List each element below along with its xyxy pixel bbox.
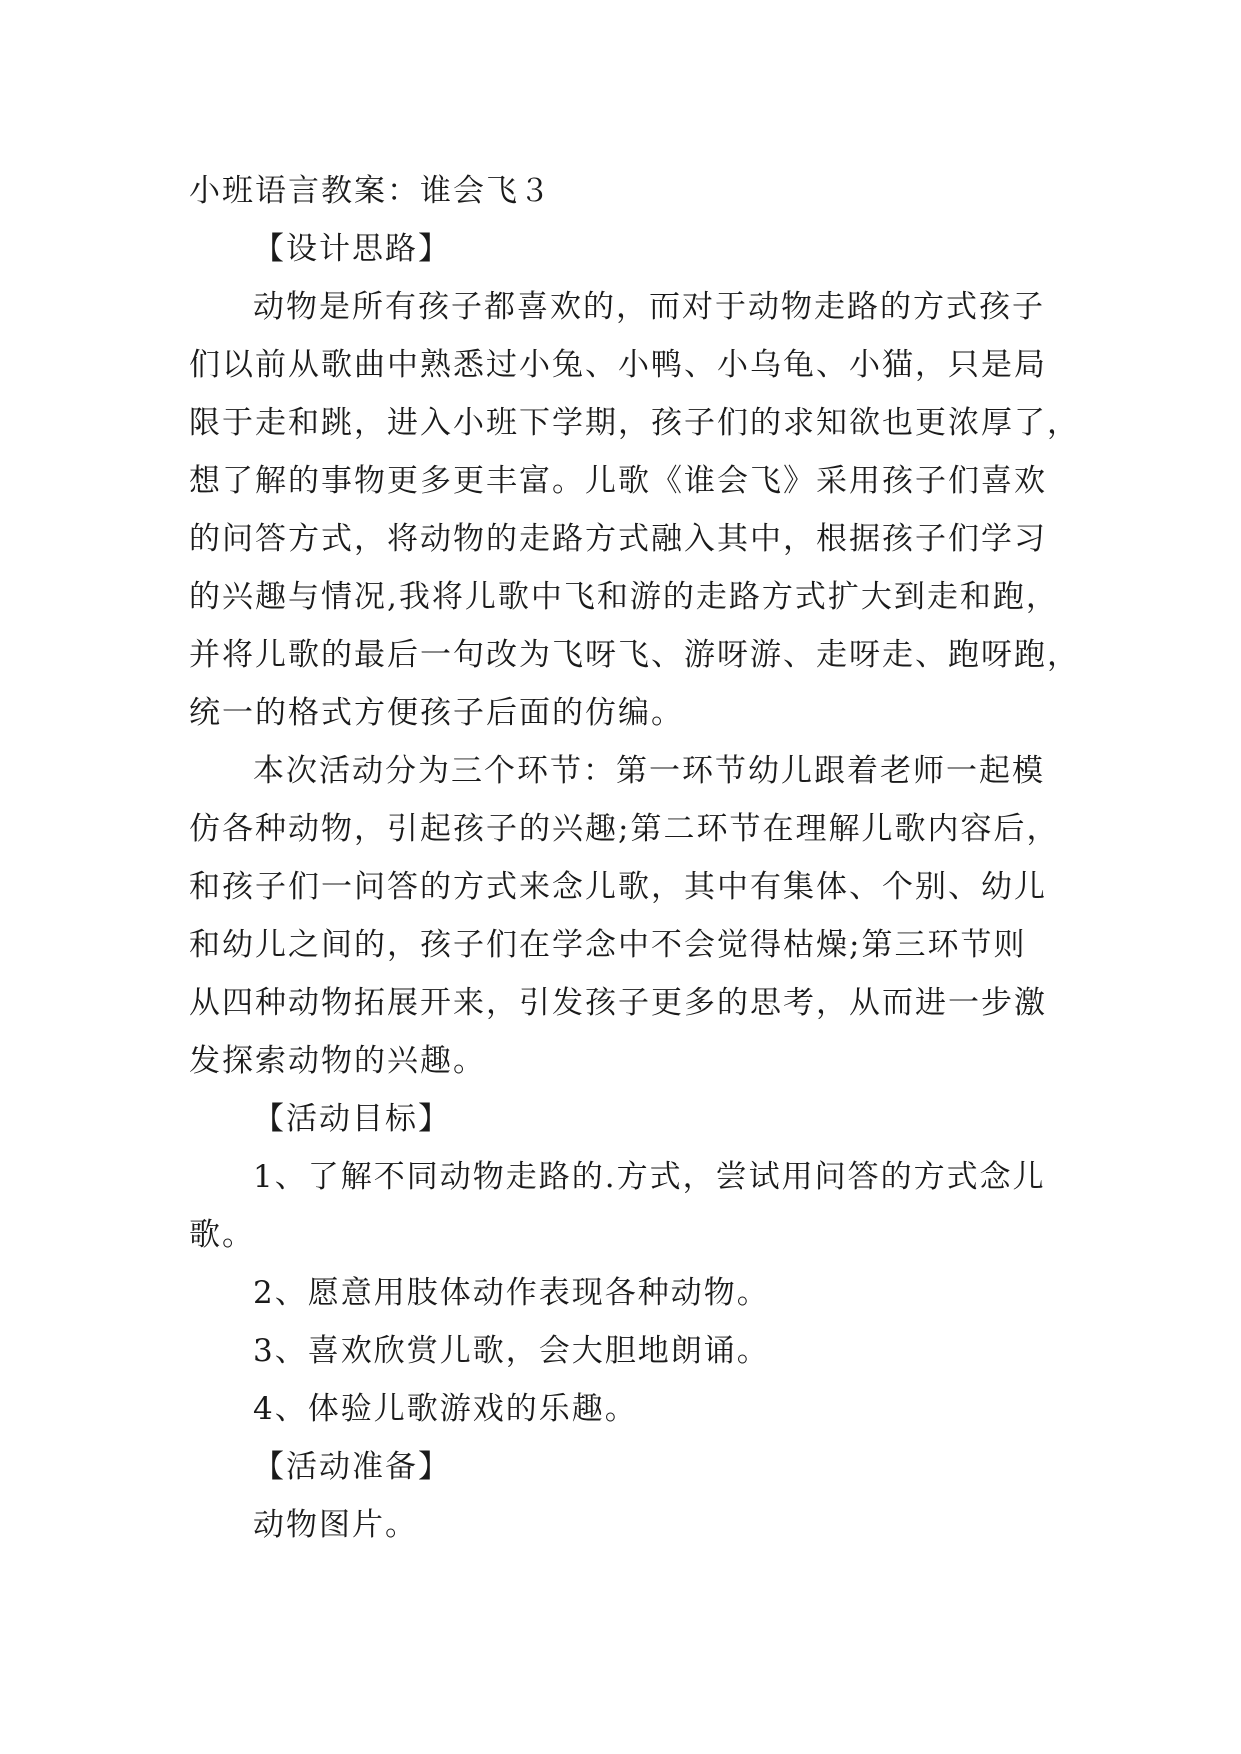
paragraph-line: 的兴趣与情况,我将儿歌中飞和游的走路方式扩大到走和跑， <box>189 579 1059 615</box>
paragraph-line: 想了解的事物更多更丰富。儿歌《谁会飞》采用孩子们喜欢 <box>189 463 1047 499</box>
section-heading-design: 【设计思路】 <box>253 231 451 267</box>
paragraph-line: 1、了解不同动物走路的.方式，尝试用问答的方式念儿 <box>253 1159 1046 1195</box>
document-body <box>189 162 1080 1554</box>
preparation-text: 动物图片。 <box>253 1507 418 1543</box>
paragraph-line: 歌。 <box>189 1217 255 1253</box>
paragraph-line: 动物是所有孩子都喜欢的，而对于动物走路的方式孩子 <box>253 289 1045 325</box>
goal-item-4: 4、体验儿歌游戏的乐趣。 <box>253 1391 638 1427</box>
paragraph-line: 限于走和跳，进入小班下学期，孩子们的求知欲也更浓厚了， <box>189 405 1080 441</box>
document-title: 小班语言教案：谁会飞３ <box>189 173 552 209</box>
paragraph-line: 发探索动物的兴趣。 <box>189 1043 486 1079</box>
section-heading-preparation: 【活动准备】 <box>253 1449 451 1485</box>
paragraph-line: 并将儿歌的最后一句改为飞呀飞、游呀游、走呀走、跑呀跑， <box>189 637 1080 673</box>
paragraph-line: 本次活动分为三个环节：第一环节幼儿跟着老师一起模 <box>253 753 1045 789</box>
goal-item-1 <box>189 1148 1049 1264</box>
paragraph-line: 仿各种动物，引起孩子的兴趣;第二环节在理解儿歌内容后， <box>189 811 1060 847</box>
paragraph-line: 们以前从歌曲中熟悉过小兔、小鸭、小乌龟、小猫，只是局 <box>189 347 1047 383</box>
design-paragraph-2 <box>189 742 1060 1090</box>
goal-item-2: 2、愿意用肢体动作表现各种动物。 <box>253 1275 770 1311</box>
paragraph-line: 从四种动物拓展开来，引发孩子更多的思考，从而进一步激 <box>189 985 1047 1021</box>
paragraph-line: 统一的格式方便孩子后面的仿编。 <box>189 695 684 731</box>
paragraph-line: 的问答方式，将动物的走路方式融入其中，根据孩子们学习 <box>189 521 1047 557</box>
design-paragraph-1 <box>189 278 1080 742</box>
goal-item-3: 3、喜欢欣赏儿歌，会大胆地朗诵。 <box>253 1333 770 1369</box>
paragraph-line: 和孩子们一问答的方式来念儿歌，其中有集体、个别、幼儿 <box>189 869 1047 905</box>
paragraph-line: 和幼儿之间的，孩子们在学念中不会觉得枯燥;第三环节则 <box>189 927 1027 963</box>
section-heading-goals: 【活动目标】 <box>253 1101 451 1137</box>
